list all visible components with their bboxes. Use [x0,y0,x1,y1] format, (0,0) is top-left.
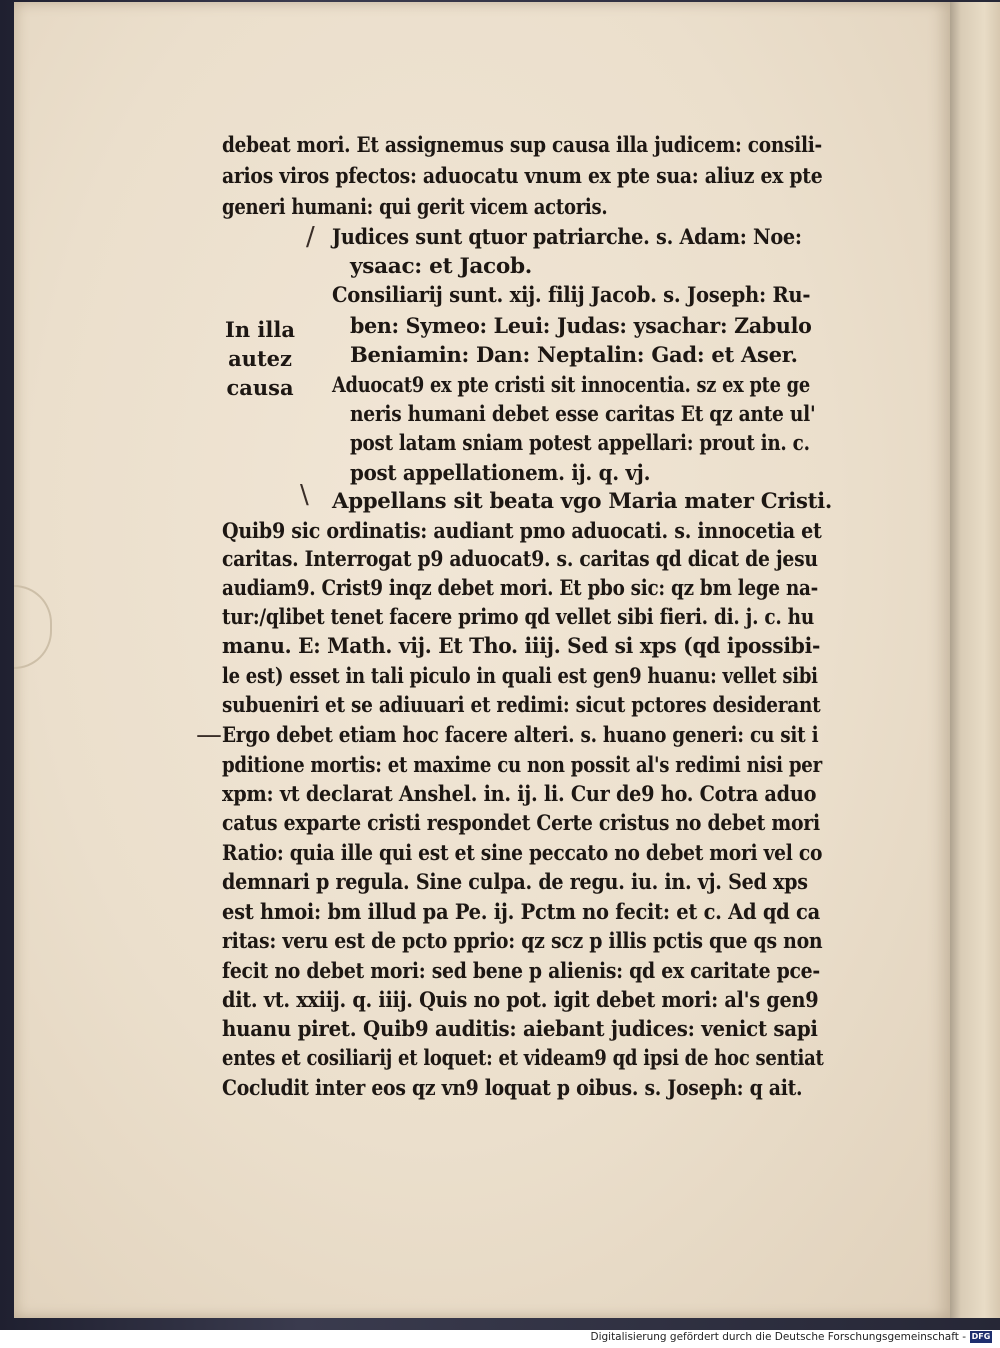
text-line: audiam9. Crist9 inqz debet mori. Et pbo sic: qz bm lege na- [222,575,819,600]
text-line: caritas. Interrogat p9 aduocat9. s. caritas qd dicat de jesu [222,546,818,571]
margin-note-line: autez [228,346,292,371]
text-line: Quib9 sic ordinatis: audiant pmo aduocati. s. innocetia et [222,518,822,543]
bracket-mark: \ [300,480,309,510]
text-line: Judices sunt qtuor patriarche. s. Adam: Noe: [332,224,802,249]
text-line: ben: Symeo: Leui: Judas: ysachar: Zabulo [350,313,812,338]
text-line: Aduocat9 ex pte cristi sit innocentia. sz ex pte ge [332,372,810,397]
text-line: arios viros pfectos: aduocatu vnum ex pte sua: aliuz ex pte [222,163,823,188]
footer-credit: Digitalisierung gefördert durch die Deutsche Forschungsgemeinschaft - [590,1331,966,1343]
adjacent-page-edge [948,2,1000,1318]
text-line: xpm: vt declarat Anshel. in. ij. li. Cur de9 ho. Cotra aduo [222,781,817,806]
text-line: post latam sniam potest appellari: prout in. c. [350,430,810,455]
text-line: huanu piret. Quib9 auditis: aiebant judices: venict sapi [222,1016,818,1041]
text-line: le est) esset in tali piculo in quali est gen9 huanu: vellet sibi [222,663,818,688]
text-line: Cocludit inter eos qz vn9 loquat p oibus. s. Joseph: q ait. [222,1075,803,1100]
text-line: est hmoi: bm illud pa Pe. ij. Pctm no fecit: et c. Ad qd ca [222,899,820,924]
text-line: tur:/qlibet tenet facere primo qd vellet sibi fieri. di. j. c. hu [222,604,814,629]
dfg-logo: DFG [971,1332,991,1341]
text-line: ritas: veru est de pcto pprio: qz scz p illis pctis que qs non [222,928,823,953]
text-line: demnari p regula. Sine culpa. de regu. iu. in. vj. Sed xps [222,869,808,894]
margin-note-line: causa [226,375,294,400]
text-line: Beniamin: Dan: Neptalin: Gad: et Aser. [350,342,798,367]
text-line: ysaac: et Jacob. [350,253,532,278]
margin-note-line: In illa [225,317,295,342]
annotation-dash-mark: — [196,720,222,750]
text-line: Ergo debet etiam hoc facere alteri. s. huano generi: cu sit i [222,722,819,747]
text-line: generi humani: qui gerit vicem actoris. [222,194,608,219]
text-line: pditione mortis: et maxime cu non possit al's redimi nisi per [222,752,822,777]
text-line: subueniri et se adiuuari et redimi: sicut pctores desiderant [222,692,821,717]
text-line: neris humani debet esse caritas Et qz ante ul' [350,401,816,426]
text-line: catus exparte cristi respondet Certe cristus no debet mori [222,810,820,835]
text-line: fecit no debet mori: sed bene p alienis: qd ex caritate pce- [222,958,820,983]
text-line: Ratio: quia ille qui est et sine peccato no debet mori vel co [222,840,823,865]
text-line: entes et cosiliarij et loquet: et videam9 qd ipsi de hoc sentiat [222,1045,824,1070]
text-line: post appellationem. ij. q. vj. [350,460,651,485]
bracket-mark: / [306,222,315,252]
text-line: Appellans sit beata vgo Maria mater Cristi. [332,488,833,513]
text-line: Consiliarij sunt. xij. filij Jacob. s. Joseph: Ru- [332,282,811,307]
margin-note [215,315,305,402]
text-line: manu. E: Math. vij. Et Tho. iiij. Sed si xps (qd ipossibi- [222,633,821,658]
text-line: dit. vt. xxiij. q. iiij. Quis no pot. igit debet mori: al's gen9 [222,987,819,1012]
text-line: debeat mori. Et assignemus sup causa illa judicem: consili- [222,132,822,157]
